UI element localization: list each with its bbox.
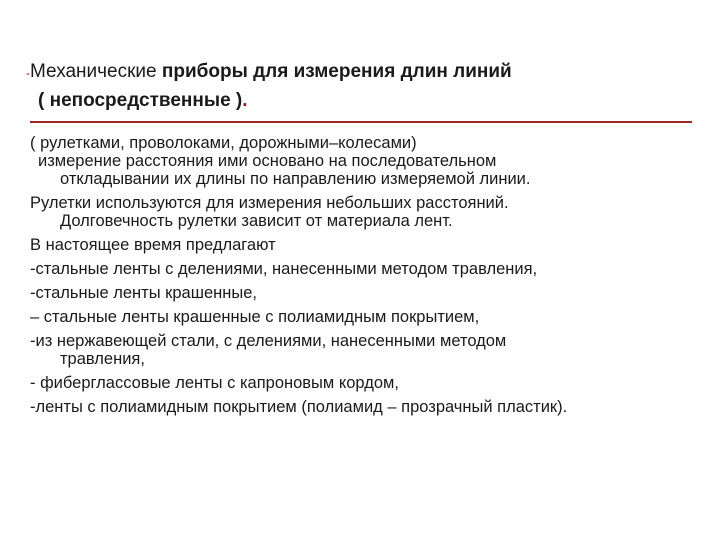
- paragraph-1-line-3: откладывании их длины по направлению измеряемой линии.: [60, 170, 531, 188]
- slide-body: [30, 134, 700, 422]
- paragraph-7-line-2: травления,: [60, 350, 145, 368]
- paragraph-1-line-2: измерение расстояния ими основано на последовательном: [38, 152, 497, 170]
- paragraph-8: - фиберглассовые ленты с капроновым кордом,: [30, 374, 399, 392]
- paragraph-2-line-2: Долговечность рулетки зависит от материала лент.: [60, 212, 453, 230]
- paragraph-5: -стальные ленты крашенные,: [30, 284, 257, 302]
- title-divider: [30, 121, 692, 123]
- title-line-2-text: ( непосредственные ): [38, 90, 243, 111]
- slide-title: [26, 58, 706, 114]
- paragraph-7-line-1: -из нержавеющей стали, с делениями, нанесенными методом: [30, 332, 507, 350]
- title-part-2: приборы для измерения длин линий: [161, 61, 512, 82]
- paragraph-6: – стальные ленты крашенные с полиамидным покрытием,: [30, 308, 480, 326]
- title-line-2: [26, 87, 706, 114]
- paragraph-2-line-1: Рулетки используются для измерения небольших расстояний.: [30, 194, 509, 212]
- paragraph-7: [30, 332, 700, 368]
- title-line-1: [26, 58, 706, 87]
- paragraph-4: -стальные ленты с делениями, нанесенными методом травления,: [30, 260, 538, 278]
- title-dot: .: [242, 90, 248, 111]
- paragraph-1: [30, 134, 700, 188]
- title-part-1: Механические: [30, 61, 162, 82]
- paragraph-9: -ленты с полиамидным покрытием (полиамид – прозрачный пластик).: [30, 398, 568, 416]
- paragraph-1-line-1: ( рулетками, проволоками, дорожными–колесами): [30, 134, 417, 152]
- title-tick: -: [26, 66, 30, 80]
- paragraph-2: [30, 194, 700, 230]
- paragraph-3: В настоящее время предлагают: [30, 236, 276, 254]
